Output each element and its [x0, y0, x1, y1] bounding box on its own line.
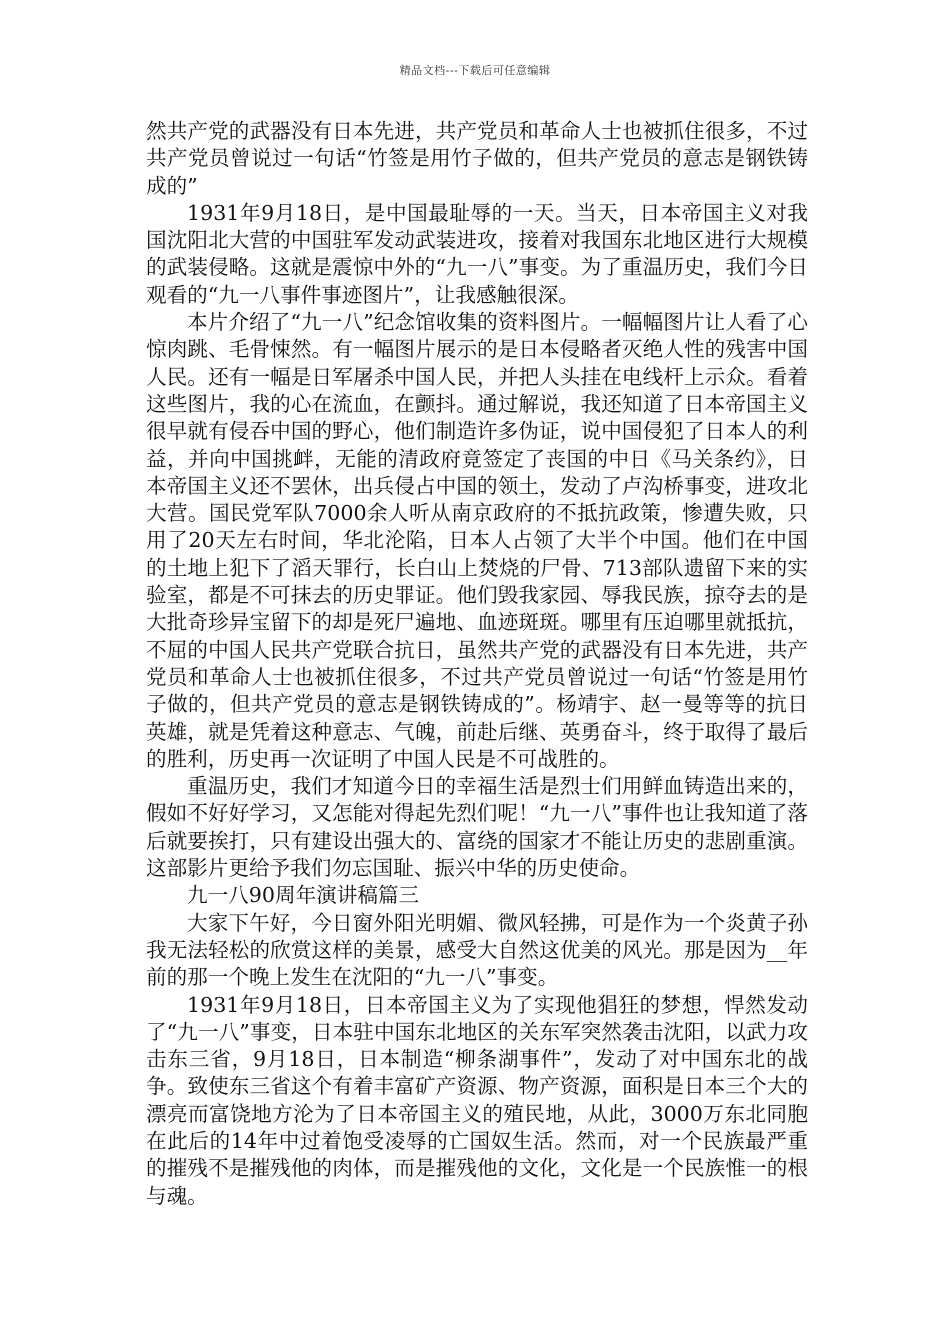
page-header: 精品文档---下载后可任意编辑 — [399, 64, 551, 77]
paragraph: 1931年9月18日，是中国最耻辱的一天。当天，日本帝国主义对我国沈阳北大营的中国驻军发动武装进攻，接着对我国东北地区进行大规模的武装侵略。这就是震惊中外的“九一八”事变。为了重温历史，我们今日观看的“九一八事件事迹图片”，让我感触很深。 — [146, 200, 808, 307]
section-heading: 九一八90周年演讲稿篇三 — [187, 883, 420, 908]
paragraph: 然共产党的武器没有日本先进，共产党员和革命人士也被抓住很多，不过共产党员曾说过一句话“竹签是用竹子做的，但共产党员的意志是钢铁铸成的” — [146, 119, 808, 198]
document-body — [146, 118, 808, 1210]
paragraph: 重温历史，我们才知道今日的幸福生活是烈士们用鲜血铸造出来的，假如不好好学习，又怎能对得起先烈们呢！“九一八”事件也让我知道了落后就要挨打，只有建设出强大的、富绕的国家才不能让历史的悲剧重演。这部影片更给予我们勿忘国耻、振兴中华的历史使命。 — [146, 774, 808, 881]
paragraph: 本片介绍了“九一八”纪念馆收集的资料图片。一幅幅图片让人看了心惊肉跳、毛骨悚然。有一幅图片展示的是日本侵略者灭绝人性的残害中国人民。还有一幅是日军屠杀中国人民，并把人头挂在电线杆上示众。看着这些图片，我的心在流血，在颤抖。通过解说，我还知道了日本帝国主义很早就有侵吞中国的野心，他们制造许多伪证，说中国侵犯了日本人的利益，并向中国挑衅，无能的清政府竟签定了丧国的中日《马关条约》，日本帝国主义还不罢休，出兵侵占中国的领土，发动了卢沟桥事变，进攻北大营。国民党军队7000余人听从南京政府的不抵抗政策，惨遭失败，只用了20天左右时间，华北沦陷，日本人占领了大半个中国。他们在中国的土地上犯下了滔天罪行，长白山上焚烧的尸骨、713部队遗留下来的实验室，都是不可抹去的历史罪证。他们毁我家园、辱我民族，掠夺去的是大批奇珍异宝留下的却是死尸遍地、血迹斑斑。哪里有压迫哪里就抵抗，不屈的中国人民共产党联合抗日，虽然共产党的武器没有日本先进，共产党员和革命人士也被抓住很多，不过共产党员曾说过一句话“竹签是用竹子做的，但共产党员的意志是钢铁铸成的”。杨靖宇、赵一曼等等的抗日英雄，就是凭着这种意志、气魄，前赴后继、英勇奋斗，终于取得了最后的胜利，历史再一次证明了中国人民是不可战胜的。 — [146, 310, 808, 771]
paragraph: 大家下午好，今日窗外阳光明媚、微风轻拂，可是作为一个炎黄子孙我无法轻松的欣赏这样的美景，感受大自然这优美的风光。那是因为__年前的那一个晚上发生在沈阳的“九一八”事变。 — [146, 910, 808, 990]
paragraph: 1931年9月18日，日本帝国主义为了实现他猖狂的梦想，悍然发动了“九一八”事变，日本驻中国东北地区的关东军突然袭击沈阳，以武力攻击东三省，9月18日，日本制造“柳条湖事件”，发动了对中国东北的战争。致使东三省这个有着丰富矿产资源、物产资源，面积是日本三个大的漂亮而富饶地方沦为了日本帝国主义的殖民地，从此，3000万东北同胞在此后的14年中过着饱受凌辱的亡国奴生活。然而，对一个民族最严重的摧残不是摧残他的肉体，而是摧残他的文化，文化是一个民族惟一的根与魂。 — [146, 992, 808, 1208]
